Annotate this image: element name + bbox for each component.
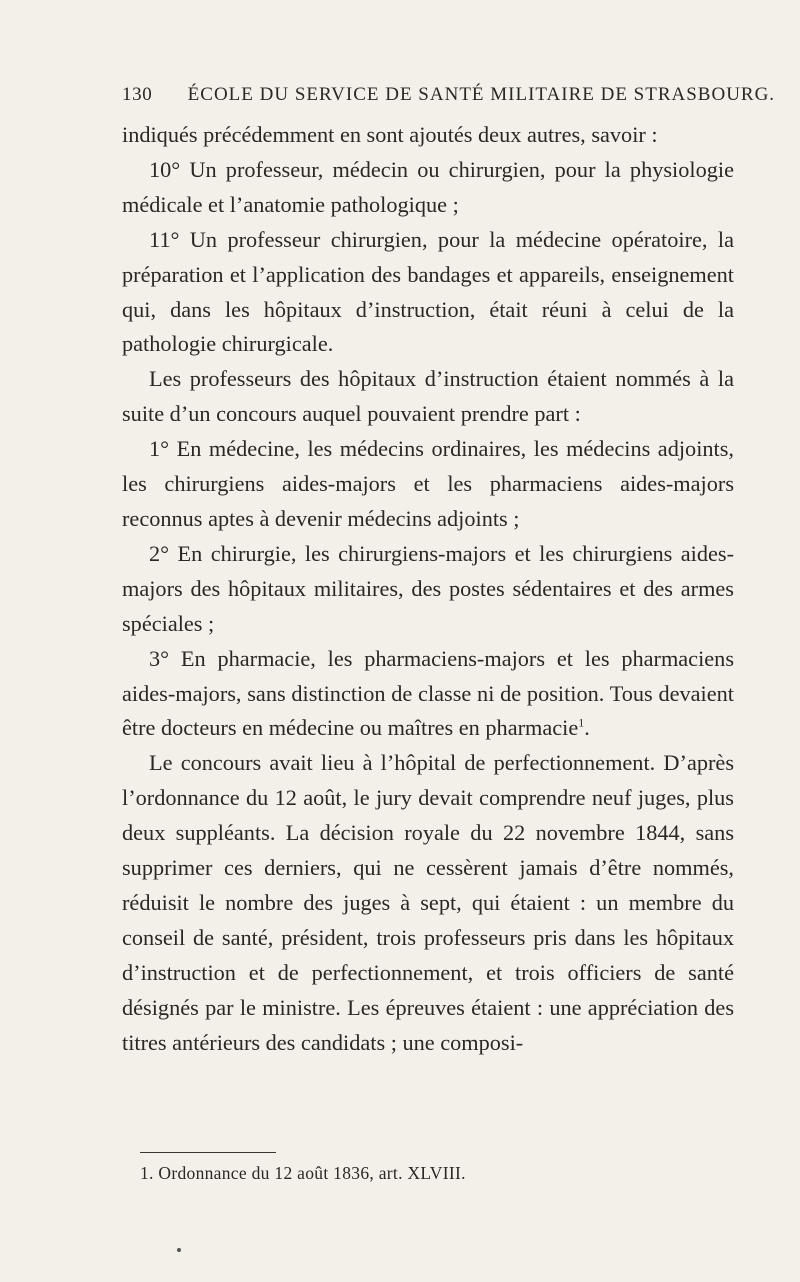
footnote-reference[interactable]: 1: [578, 715, 585, 730]
paragraph-1: indiqués précédemment en sont ajoutés deux autres, savoir :: [122, 122, 658, 147]
footnote-text: Ordonnance du 12 août 1836, art.: [158, 1163, 403, 1183]
footnote-separator: [140, 1152, 276, 1153]
paragraph-7-text: 3° En pharmacie, les pharmaciens-majors et les pharmaciens aides-majors, sans distinction de classe ni de position. Tous devaient être docteurs en médecine ou maîtres en pharmacie: [122, 645, 734, 741]
footnote-number: 1.: [140, 1163, 154, 1183]
running-header: [122, 84, 776, 106]
paragraph-4: Les professeurs des hôpitaux d’instruction étaient nommés à la suite d’un concours auquel pouvaient prendre part :: [122, 366, 734, 427]
paragraph-7: [122, 642, 734, 747]
footnote: [140, 1163, 734, 1184]
paragraph-7-end: .: [584, 715, 590, 741]
paragraph-6: 2° En chirurgie, les chirurgiens-majors et les chirurgiens aides-majors des hôpitaux militaires, des postes sédentaires et des armes spéciales ;: [122, 540, 734, 636]
paragraph-8: Le concours avait lieu à l’hôpital de perfectionnement. D’après l’ordonnance du 12 août, le jury devait comprendre neuf juges, plus deux suppléants. La décision royale du 22 novembre 1844, sans supprimer ces derniers, qui ne cessèrent jamais d’être nommés, réduisit le nombre des juges à sept, qui étaient : un membre du conseil de santé, président, trois professeurs pris dans les hôpitaux d’instruction et de perfectionnement, et trois officiers de santé désignés par le ministre. Les épreuves étaient : une appréciation des titres antérieurs des candidats ; une composi-: [122, 750, 734, 1055]
paper-speck: [177, 1248, 181, 1252]
paragraph-3: 11° Un professeur chirurgien, pour la médecine opératoire, la préparation et l’application des bandages et appareils, enseignement qui, dans les hôpitaux d’instruction, était réuni à celui de la pathologie chirurgicale.: [122, 226, 734, 357]
running-title: ÉCOLE DU SERVICE DE SANTÉ MILITAIRE DE STRASBOURG.: [187, 84, 776, 105]
paragraph-5: 1° En médecine, les médecins ordinaires, les médecins adjoints, les chirurgiens aides-majors et les pharmaciens aides-majors reconnus aptes à devenir médecins adjoints ;: [122, 436, 734, 531]
body-text: [122, 118, 734, 1060]
paragraph-2: 10° Un professeur, médecin ou chirurgien, pour la physiologie médicale et l’anatomie pathologique ;: [122, 156, 734, 217]
footnote-article: XLVIII.: [407, 1163, 466, 1183]
page-number: 130: [122, 84, 153, 105]
